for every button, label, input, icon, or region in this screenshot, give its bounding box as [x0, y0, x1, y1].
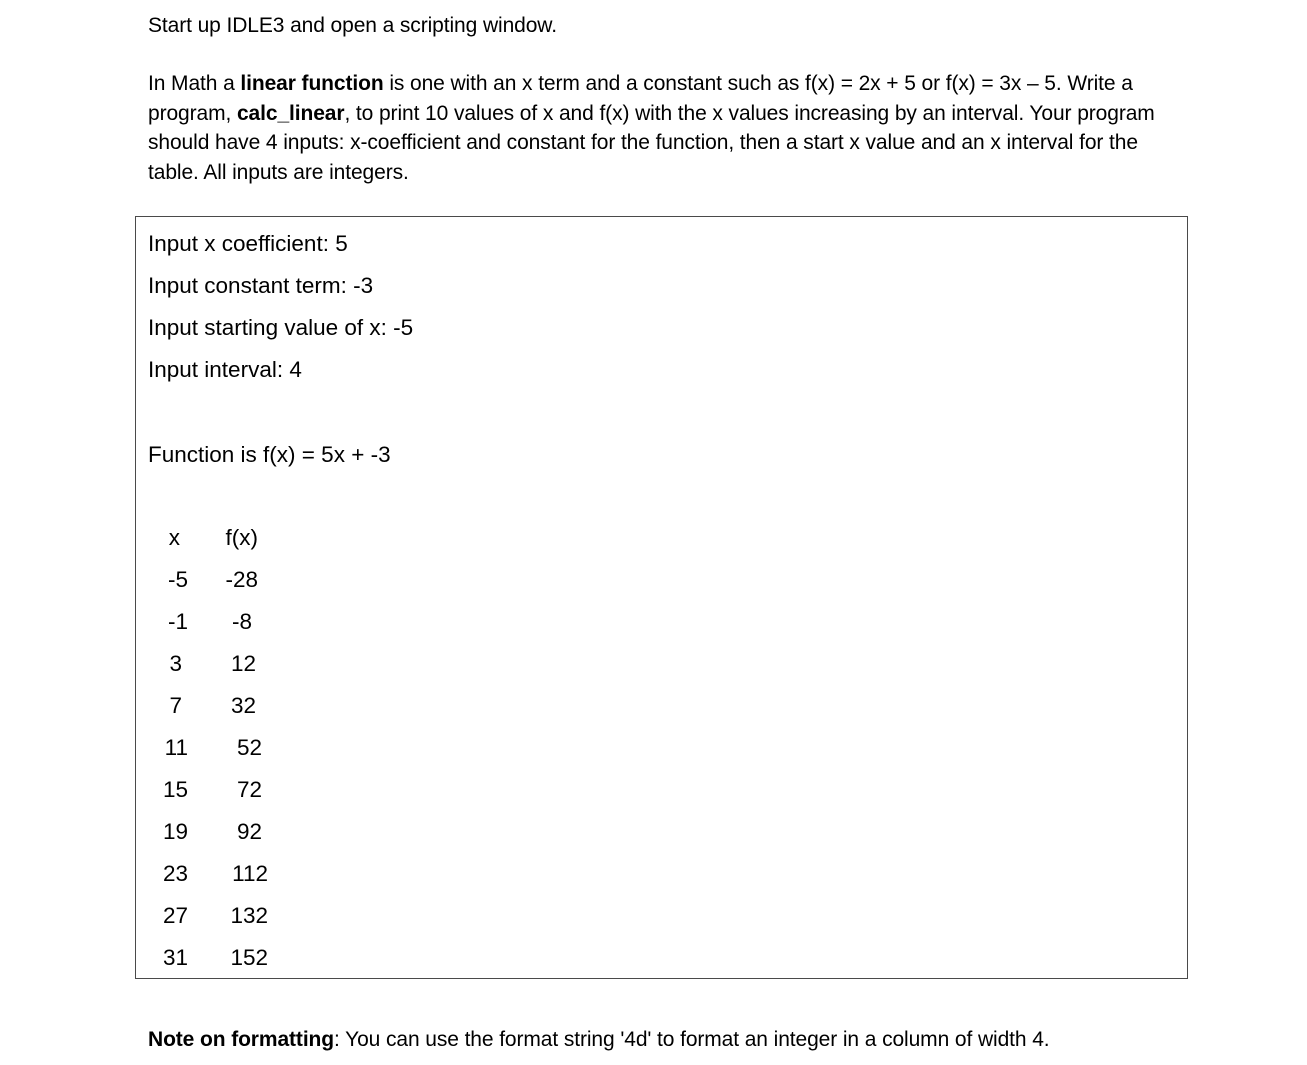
function-line: Function is f(x) = 5x + -3	[148, 442, 391, 467]
table-cell-fx: -28	[225, 567, 258, 592]
table-cell-fx: 12	[230, 651, 256, 676]
problem-text-1: In Math a	[148, 72, 241, 95]
note-text: : You can use the format string '4d' to format an integer in a column of width 4.	[334, 1028, 1050, 1051]
table-cell-x: 15	[162, 777, 188, 802]
table-cell-x: 23	[162, 861, 188, 886]
table-cell-x: 19	[162, 819, 188, 844]
table-cell-fx: 112	[232, 861, 268, 886]
input-line: Input interval: 4	[148, 357, 302, 382]
note-label: Note on formatting	[148, 1028, 335, 1051]
table-cell-fx: 92	[236, 819, 262, 844]
intro-line: Start up IDLE3 and open a scripting window.	[148, 14, 557, 37]
table-cell-fx: 152	[230, 945, 268, 970]
table-cell-fx: 72	[236, 777, 262, 802]
table-cell-fx: -8	[231, 609, 252, 634]
table-cell-x: 11	[164, 735, 188, 760]
table-cell-fx: 132	[230, 903, 268, 928]
input-line: Input constant term: -3	[148, 273, 374, 298]
table-cell-x: 3	[169, 651, 182, 676]
table-cell-x: 31	[162, 945, 188, 970]
table-cell-x: 7	[169, 693, 182, 718]
problem-text-2: is one with an x term and a constant such as f(x) = 2x + 5 or f(x) = 3x – 5. Write a program,	[148, 72, 1133, 125]
problem-statement	[148, 69, 1188, 187]
table-cell-x: -5	[167, 567, 188, 592]
input-line: Input starting value of x: -5	[148, 315, 414, 340]
term-calc-linear: calc_linear	[236, 101, 345, 125]
table-cell-fx: 32	[230, 693, 256, 718]
table-cell-fx: 52	[236, 735, 262, 760]
term-linear-function: linear function	[240, 72, 384, 95]
table-header-x: x	[168, 525, 180, 550]
table-cell-x: -1	[167, 609, 188, 634]
table-cell-x: 27	[162, 903, 188, 928]
table-header-fx: f(x)	[225, 525, 258, 550]
formatting-note	[148, 1025, 1050, 1055]
input-line: Input x coefficient: 5	[148, 231, 348, 256]
problem-text-3: , to print 10 values of x and f(x) with the x values increasing by an interval. Your program should have 4 inputs: x-coefficient and constant for the function, then a start x value and an x interval for the table. All inputs are integers.	[148, 101, 1155, 184]
sample-run-box	[135, 216, 1188, 979]
